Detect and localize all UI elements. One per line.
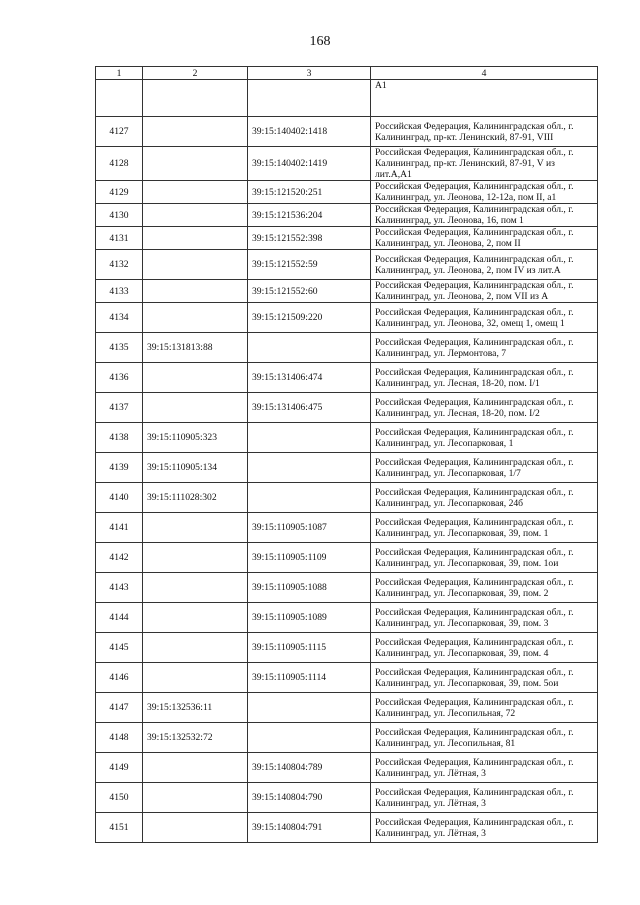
cadastral-number-land [143, 204, 248, 227]
table-row [96, 813, 598, 843]
table-row [96, 117, 598, 147]
table-row [96, 573, 598, 603]
cadastral-number-object: 39:15:110905:1088 [248, 573, 371, 603]
cadastral-number-object: 39:15:110905:1089 [248, 603, 371, 633]
row-number: 4132 [96, 250, 143, 280]
row-number: 4131 [96, 227, 143, 250]
row-number: 4140 [96, 483, 143, 513]
cadastral-number-land: 39:15:132532:72 [143, 723, 248, 753]
table-row [96, 303, 598, 333]
table-row [96, 280, 598, 303]
address: Российская Федерация, Калининградская обл., г. Калининград, ул. Лесопарковая, 1 [371, 423, 598, 453]
cadastral-number-object: 39:15:121520:251 [248, 181, 371, 204]
cadastral-number-object: 39:15:131406:474 [248, 363, 371, 393]
table-row [96, 693, 598, 723]
table-row [96, 227, 598, 250]
cadastral-number-land [143, 227, 248, 250]
cadastral-number-land [143, 181, 248, 204]
address: Российская Федерация, Калининградская обл., г. Калининград, ул. Лермонтова, 7 [371, 333, 598, 363]
cadastral-number-land [143, 303, 248, 333]
cadastral-number-object: 39:15:140402:1418 [248, 117, 371, 147]
cadastral-number-object: 39:15:140804:791 [248, 813, 371, 843]
table-row [96, 453, 598, 483]
cadastral-number-land [143, 813, 248, 843]
cadastral-number-object [248, 693, 371, 723]
address: Российская Федерация, Калининградская обл., г. Калининград, ул. Лесопарковая, 1/7 [371, 453, 598, 483]
cadastral-number-object: 39:15:140804:789 [248, 753, 371, 783]
address: Российская Федерация, Калининградская обл., г. Калининград, ул. Лесопарковая, 39, пом. 1ои [371, 543, 598, 573]
address: Российская Федерация, Калининградская обл., г. Калининград, ул. Леонова, 16, пом 1 [371, 204, 598, 227]
cadastral-number-object: 39:15:140804:790 [248, 783, 371, 813]
row-number: 4144 [96, 603, 143, 633]
cadastral-number-object [248, 483, 371, 513]
cadastral-number-land [143, 573, 248, 603]
cadastral-number-land [143, 147, 248, 181]
row-number: 4141 [96, 513, 143, 543]
cadastral-number-object: 39:15:110905:1087 [248, 513, 371, 543]
cadastral-number-land [143, 250, 248, 280]
cadastral-number-land [143, 280, 248, 303]
address: Российская Федерация, Калининградская обл., г. Калининград, ул. Лесная, 18-20, пом. I/1 [371, 363, 598, 393]
cadastral-number-land: 39:15:110905:323 [143, 423, 248, 453]
row-number: 4145 [96, 633, 143, 663]
row-number: 4128 [96, 147, 143, 181]
cadastral-number-object: 39:15:140402:1419 [248, 147, 371, 181]
address: Российская Федерация, Калининградская обл., г. Калининград, ул. Леонова, 2, пом VII из А [371, 280, 598, 303]
address: Российская Федерация, Калининградская обл., г. Калининград, ул. Лётная, 3 [371, 783, 598, 813]
cadastral-number-land [143, 513, 248, 543]
address: Российская Федерация, Калининградская обл., г. Калининград, пр-кт. Ленинский, 87-91, VIII [371, 117, 598, 147]
table-row [96, 393, 598, 423]
row-number: 4127 [96, 117, 143, 147]
cadastral-number-object: 39:15:110905:1114 [248, 663, 371, 693]
row-number: 4133 [96, 280, 143, 303]
cadastral-number-object: 39:15:121552:60 [248, 280, 371, 303]
row-number: 4142 [96, 543, 143, 573]
cadastral-number-object [248, 333, 371, 363]
table-row [96, 753, 598, 783]
table-row [96, 663, 598, 693]
address: Российская Федерация, Калининградская обл., г. Калининград, ул. Лесопильная, 72 [371, 693, 598, 723]
column-header: 3 [248, 67, 371, 80]
table-row [96, 147, 598, 181]
cadastral-number-land [143, 783, 248, 813]
address: Российская Федерация, Калининградская обл., г. Калининград, ул. Леонова, 2, пом II [371, 227, 598, 250]
table-cell [248, 80, 371, 117]
address: Российская Федерация, Калининградская обл., г. Калининград, ул. Лесопарковая, 39, пом. 2 [371, 573, 598, 603]
column-number-row [96, 67, 598, 80]
address: Российская Федерация, Калининградская обл., г. Калининград, ул. Лётная, 3 [371, 813, 598, 843]
cadastral-number-land [143, 363, 248, 393]
table-row [96, 633, 598, 663]
cadastral-number-object: 39:15:110905:1115 [248, 633, 371, 663]
cadastral-number-object: 39:15:121536:204 [248, 204, 371, 227]
table-row [96, 363, 598, 393]
table-row [96, 483, 598, 513]
cadastral-number-object: 39:15:121552:59 [248, 250, 371, 280]
row-number: 4129 [96, 181, 143, 204]
cadastral-number-land [143, 117, 248, 147]
table-row [96, 250, 598, 280]
address: Российская Федерация, Калининградская обл., г. Калининград, ул. Лесопарковая, 39, пом. 1 [371, 513, 598, 543]
cadastral-number-land [143, 633, 248, 663]
address: Российская Федерация, Калининградская обл., г. Калининград, ул. Лесопарковая, 39, пом. 3 [371, 603, 598, 633]
row-number: 4137 [96, 393, 143, 423]
table-row [96, 423, 598, 453]
row-number: 4136 [96, 363, 143, 393]
table-row [96, 333, 598, 363]
cadastral-number-land [143, 603, 248, 633]
column-header: 1 [96, 67, 143, 80]
cadastral-number-object: 39:15:131406:475 [248, 393, 371, 423]
address: Российская Федерация, Калининградская обл., г. Калининград, ул. Лётная, 3 [371, 753, 598, 783]
table-row [96, 181, 598, 204]
row-number: 4146 [96, 663, 143, 693]
row-number: 4149 [96, 753, 143, 783]
cadastral-number-object: 39:15:121509:220 [248, 303, 371, 333]
cadastral-number-object: 39:15:110905:1109 [248, 543, 371, 573]
cadastral-number-land: 39:15:131813:88 [143, 333, 248, 363]
cadastral-number-object: 39:15:121552:398 [248, 227, 371, 250]
address: Российская Федерация, Калининградская обл., г. Калининград, ул. Леонова, 12-12а, пом II, а1 [371, 181, 598, 204]
address: Российская Федерация, Калининградская обл., г. Калининград, ул. Леонова, 2, пом IV из лит.А [371, 250, 598, 280]
column-header: 4 [371, 67, 598, 80]
cadastral-number-land: 39:15:111028:302 [143, 483, 248, 513]
cadastral-number-land [143, 543, 248, 573]
row-number: 4143 [96, 573, 143, 603]
row-number: 4138 [96, 423, 143, 453]
cadastral-number-land: 39:15:132536:11 [143, 693, 248, 723]
continuation-row [96, 80, 598, 117]
address: Российская Федерация, Калининградская обл., г. Калининград, ул. Леонова, 32, омещ 1, омещ 1 [371, 303, 598, 333]
address: Российская Федерация, Калининградская обл., г. Калининград, пр-кт. Ленинский, 87-91, V из лит.А,А1 [371, 147, 598, 181]
cadastral-number-land [143, 753, 248, 783]
address: Российская Федерация, Калининградская обл., г. Калининград, ул. Лесная, 18-20, пом. I/2 [371, 393, 598, 423]
cadastral-number-land: 39:15:110905:134 [143, 453, 248, 483]
table-row [96, 204, 598, 227]
registry-table [95, 66, 598, 843]
address: Российская Федерация, Калининградская обл., г. Калининград, ул. Лесопарковая, 39, пом. 5ои [371, 663, 598, 693]
row-number: 4150 [96, 783, 143, 813]
table-row [96, 543, 598, 573]
address: Российская Федерация, Калининградская обл., г. Калининград, ул. Лесопарковая, 39, пом. 4 [371, 633, 598, 663]
page-number: 168 [309, 34, 331, 49]
cadastral-number-object [248, 423, 371, 453]
cadastral-number-land [143, 663, 248, 693]
table-row [96, 723, 598, 753]
row-number: 4148 [96, 723, 143, 753]
row-number: 4151 [96, 813, 143, 843]
address: Российская Федерация, Калининградская обл., г. Калининград, ул. Лесопарковая, 24б [371, 483, 598, 513]
table-row [96, 783, 598, 813]
table-row [96, 513, 598, 543]
row-number: 4135 [96, 333, 143, 363]
cadastral-number-object [248, 453, 371, 483]
row-number: 4130 [96, 204, 143, 227]
table-cell [96, 80, 143, 117]
address: Российская Федерация, Калининградская обл., г. Калининград, ул. Лесопильная, 81 [371, 723, 598, 753]
row-number: 4134 [96, 303, 143, 333]
cadastral-number-land [143, 393, 248, 423]
row-number: 4139 [96, 453, 143, 483]
row-number: 4147 [96, 693, 143, 723]
cadastral-number-object [248, 723, 371, 753]
table-cell [143, 80, 248, 117]
column-header: 2 [143, 67, 248, 80]
table-row [96, 603, 598, 633]
continuation-cell: А1 [371, 80, 598, 117]
